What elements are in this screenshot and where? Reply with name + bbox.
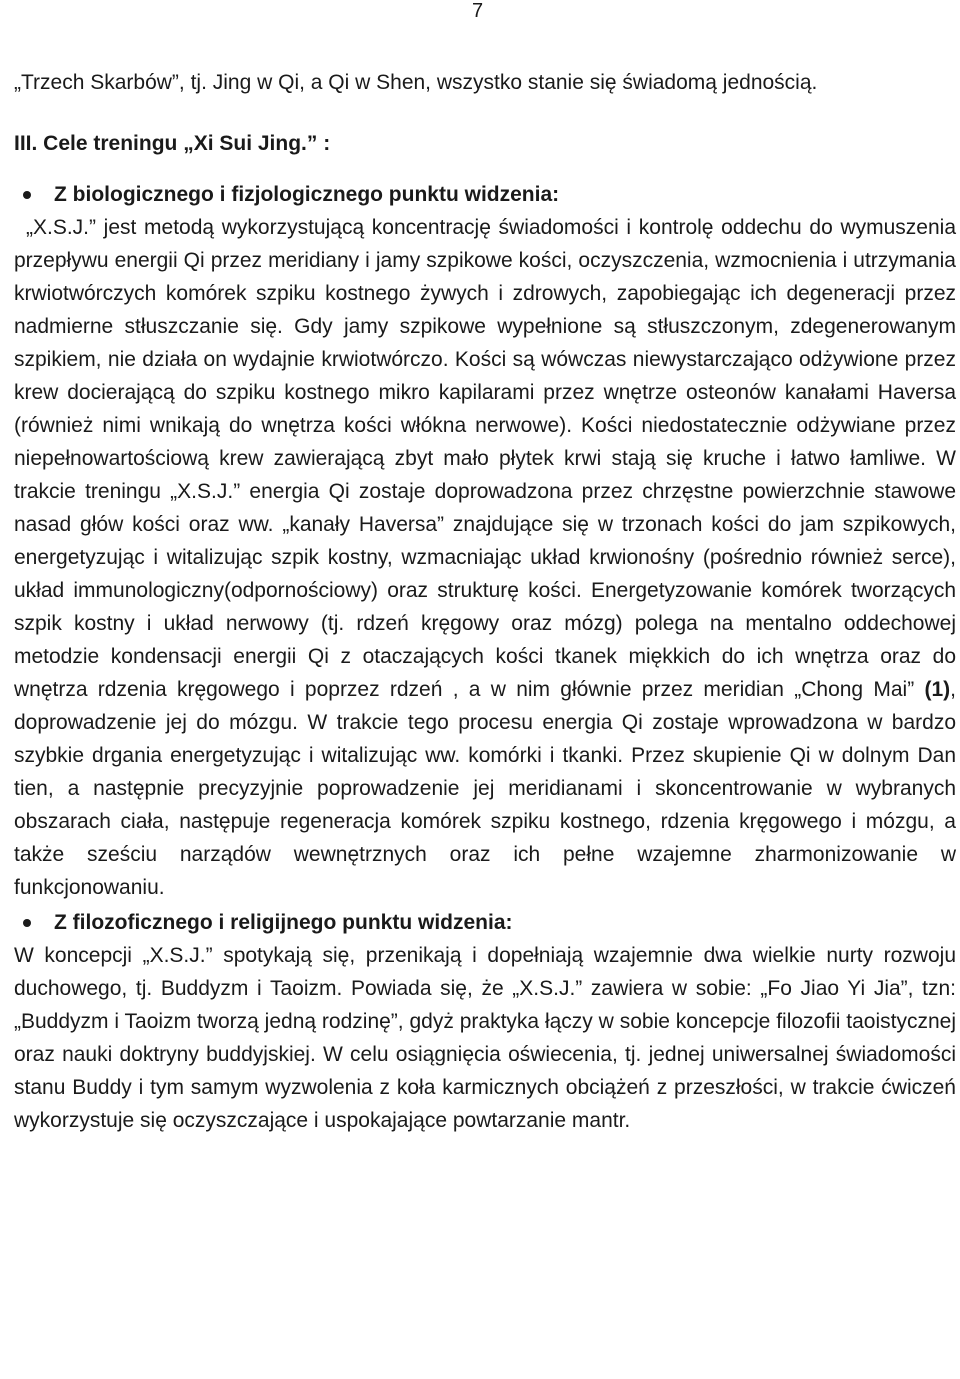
bullet-heading-biological bbox=[14, 178, 956, 211]
bullet-heading-philosophical bbox=[14, 906, 956, 939]
paragraph-biological bbox=[14, 211, 956, 904]
bullet-heading-label: Z biologicznego i fizjologicznego punktu widzenia: bbox=[54, 183, 560, 206]
document-body bbox=[14, 66, 956, 1137]
bullet-icon bbox=[23, 919, 31, 927]
footnote-reference: (1) bbox=[924, 678, 951, 701]
paragraph-text-continued: , doprowadzenie jej do mózgu. W trakcie tego procesu energia Qi zostaje wprowadzona w bardzo szybkie drgania energetyzując i witalizując ww. komórki i tkanki. Przez skupienie Qi w dolnym Dan tien, a następnie precyzyjnie poprowadzenie jej meridianami i skoncentrowanie w wybranych obszarach ciała, następuje regeneracja komórek szpiku kostnego, rdzenia kręgowego i mózgu, a także sześciu narządów wewnętrznych oraz ich pełne wzajemne zharmonizowanie w funkcjonowaniu. bbox=[14, 678, 956, 899]
paragraph-philosophical: W koncepcji „X.S.J.” spotykają się, przenikają i dopełniają wzajemnie dwa wielkie nurty rozwoju duchowego, tj. Buddyzm i Taoizm. Powiada się, że „X.S.J.” zawiera w sobie: „Fo Jiao Yi Jia”, tzn: „Buddyzm i Taoizm tworzą jedną rodzinę”, gdyż praktyka łączy w sobie koncepcje filozofii taoistycznej oraz nauki doktryny buddyjskiej. W celu osiągnięcia oświecenia, tj. jednej uniwersalnej świadomości stanu Buddy i tym samym wyzwolenia z koła karmicznych obciążeń z przeszłości, w trakcie ćwiczeń wykorzystuje się oczyszczające i uspokajające powtarzanie mantr. bbox=[14, 944, 956, 1132]
page-number: 7 bbox=[472, 0, 484, 22]
bullet-heading-label: Z filozoficznego i religijnego punktu widzenia: bbox=[54, 911, 513, 934]
bullet-icon bbox=[23, 191, 31, 199]
paragraph-text: „X.S.J.” jest metodą wykorzystującą koncentrację świadomości i kontrolę oddechu do wymuszenia przepływu energii Qi przez meridiany i jamy szpikowe kości, oczyszczenia, wzmocnienia i utrzymania krwiotwórczych komórek szpiku kostnego żywych i zdrowych, zapobiegając ich degeneracji przez nadmierne stłuszczanie się. Gdy jamy szpikowe wypełnione są stłuszczonym, zdegenerowanym szpikiem, nie działa on wydajnie krwiotwórczo. Kości są wówczas niewystarczająco odżywione przez krew docierającą do szpiku kostnego mikro kapilarami przez wnętrze osteonów kanałami Haversa (również nimi wnikają do wnętrza kości włókna nerwowe). Kości niedostatecznie odżywiane przez niepełnowartościową krew zawierającą zbyt mało płytek krwi stają się kruche i łatwo łamliwe. W trakcie treningu „X.S.J.” energia Qi zostaje doprowadzona przez chrzęstne powierzchnie stawowe nasad głów kości oraz ww. „kanały Haversa” znajdujące się w trzonach kości do jam szpikowych, energetyzując i witalizując szpik kostny, wzmacniając układ krwionośny (pośrednio również serce), układ immunologiczny(odpornościowy) oraz strukturę kości. Energetyzowanie komórek tworzących szpik kostny i układ nerwowy (tj. rdzeń kręgowy oraz mózg) polega na mentalno oddechowej metodzie kondensacji energii Qi z otaczających kości tkanek miękkich do ich wnętrza oraz do wnętrza rdzenia kręgowego i poprzez rdzeń , a w nim głównie przez meridian „Chong Mai” bbox=[14, 216, 956, 701]
intro-paragraph: „Trzech Skarbów”, tj. Jing w Qi, a Qi w Shen, wszystko stanie się świadomą jednością. bbox=[14, 71, 818, 94]
section-heading: III. Cele treningu „Xi Sui Jing.” : bbox=[14, 132, 331, 155]
